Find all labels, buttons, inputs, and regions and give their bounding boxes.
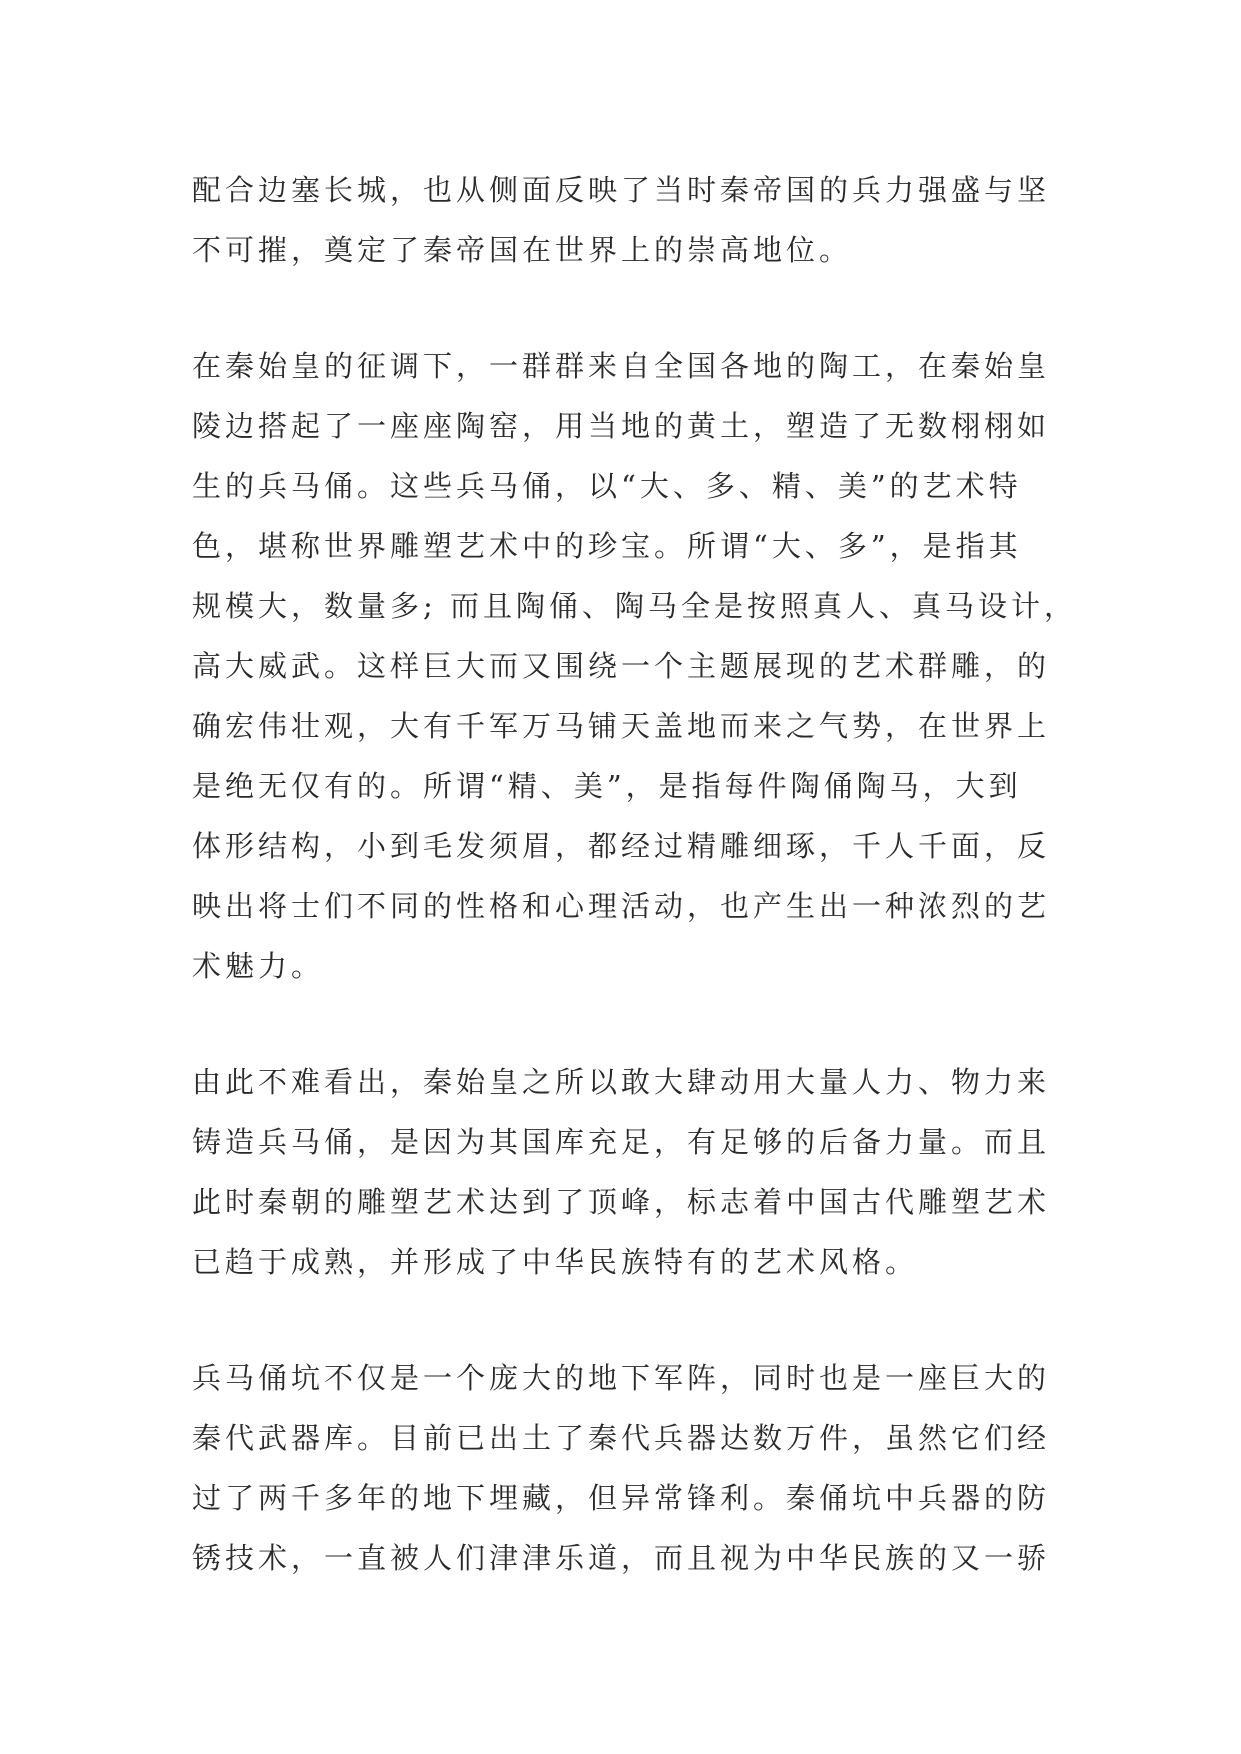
text-line: 已趋于成熟，并形成了中华民族特有的艺术风格。 [192, 1245, 919, 1279]
text-line: 秦代武器库。目前已出土了秦代兵器达数万件，虽然它们经 [192, 1421, 1051, 1455]
text-line: 是绝无仅有的。所谓“精、美”，是指每件陶俑陶马，大到 [192, 769, 1022, 803]
text-line: 确宏伟壮观，大有千军万马铺天盖地而来之气势，在世界上 [192, 709, 1051, 743]
text-line: 术魅力。 [192, 949, 325, 983]
text-line: 兵马俑坑不仅是一个庞大的地下军阵，同时也是一座巨大的 [192, 1361, 1051, 1395]
document-body [192, 160, 1077, 1644]
paragraph-3 [192, 1052, 1057, 1292]
text-line: 高大威武。这样巨大而又围绕一个主题展现的艺术群雕，的 [192, 649, 1051, 683]
text-line: 在秦始皇的征调下，一群群来自全国各地的陶工，在秦始皇 [192, 349, 1051, 383]
paragraph-4 [192, 1348, 1057, 1588]
text-line: 生的兵马俑。这些兵马俑，以“大、多、精、美”的艺术特 [192, 469, 1022, 503]
text-line: 此时秦朝的雕塑艺术达到了顶峰，标志着中国古代雕塑艺术 [192, 1185, 1051, 1219]
text-line: 不可摧，奠定了秦帝国在世界上的崇高地位。 [192, 233, 853, 267]
text-line: 过了两千多年的地下埋藏，但异常锋利。秦俑坑中兵器的防 [192, 1481, 1051, 1515]
text-line: 锈技术，一直被人们津津乐道，而且视为中华民族的又一骄 [192, 1541, 1051, 1575]
text-line: 规模大，数量多; 而且陶俑、陶马全是按照真人、真马设计， [192, 589, 1077, 623]
text-line: 陵边搭起了一座座陶窑，用当地的黄土，塑造了无数栩栩如 [192, 409, 1051, 443]
paragraph-1 [192, 160, 1057, 280]
text-line: 体形结构，小到毛发须眉，都经过精雕细琢，千人千面，反 [192, 829, 1051, 863]
text-line: 由此不难看出，秦始皇之所以敢大肆动用大量人力、物力来 [192, 1065, 1051, 1099]
text-line: 色，堪称世界雕塑艺术中的珍宝。所谓“大、多”，是指其 [192, 529, 1022, 563]
text-line: 配合边塞长城，也从侧面反映了当时秦帝国的兵力强盛与坚 [192, 173, 1051, 207]
text-line: 映出将士们不同的性格和心理活动，也产生出一种浓烈的艺 [192, 889, 1051, 923]
paragraph-2 [192, 336, 1077, 996]
text-line: 铸造兵马俑，是因为其国库充足，有足够的后备力量。而且 [192, 1125, 1051, 1159]
